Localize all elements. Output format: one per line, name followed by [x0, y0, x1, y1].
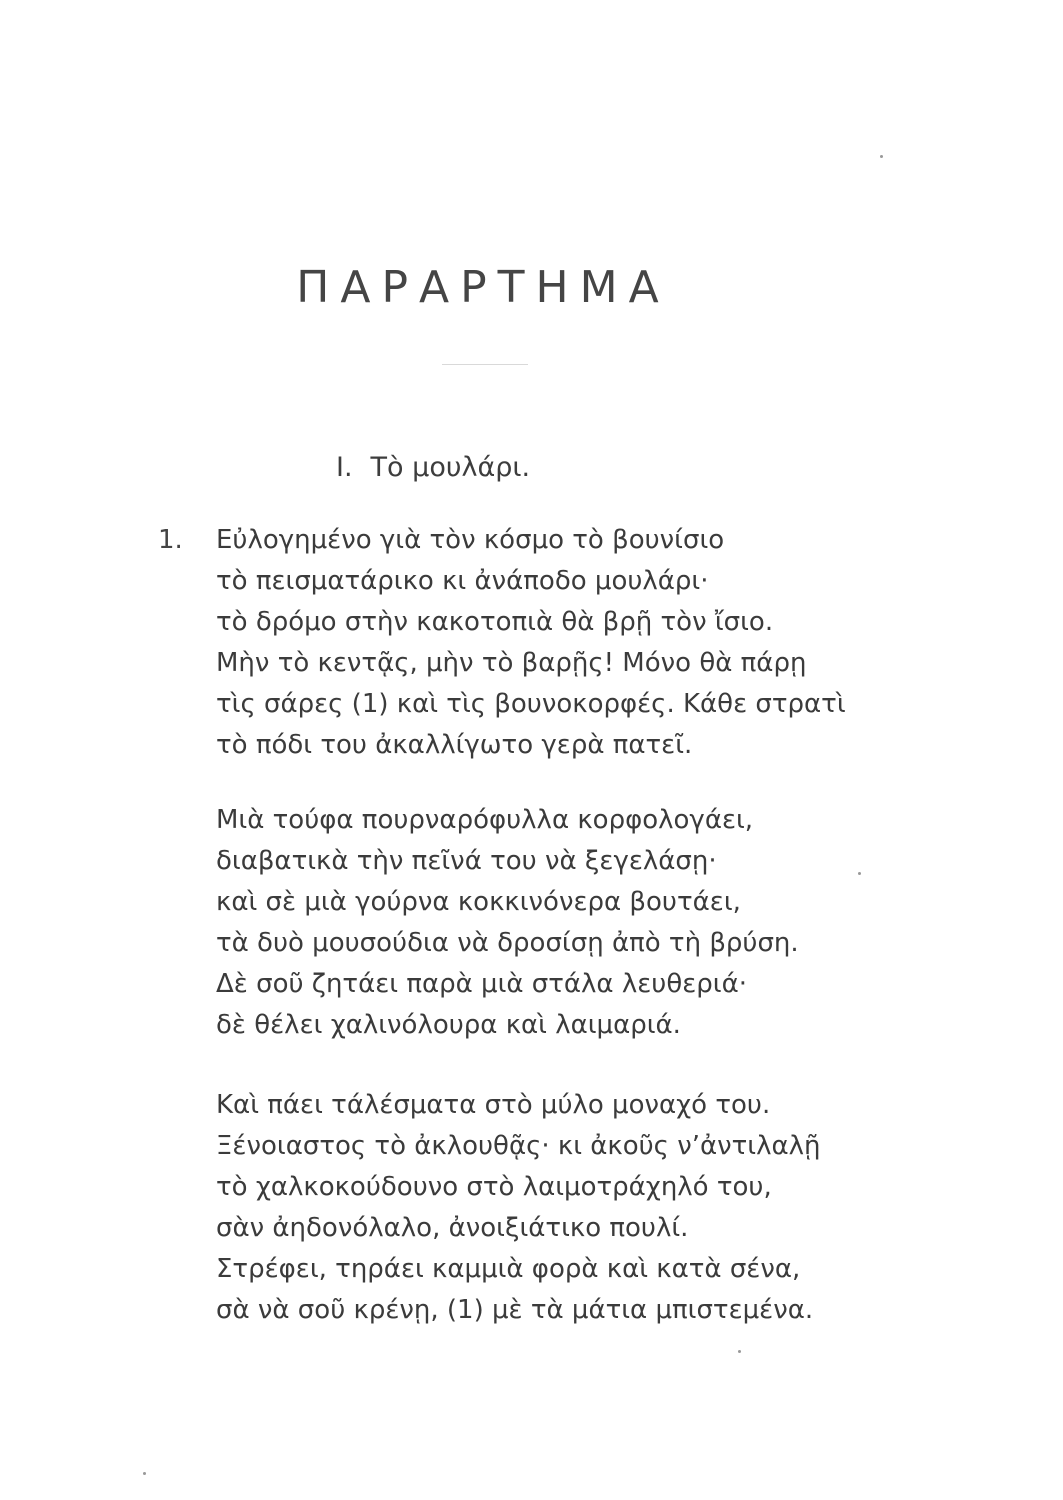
poem-line: δὲ θέλει χαλινόλουρα καὶ λαιμαριά.: [216, 1010, 681, 1040]
poem-line: τὸ πόδι του ἀκαλλίγωτο γερὰ πατεῖ.: [216, 730, 693, 760]
poem-line: τὸ χαλκοκούδουνο στὸ λαιμοτράχηλό του,: [216, 1172, 772, 1202]
section-number: I.: [336, 452, 353, 483]
stanza: [216, 520, 846, 766]
section-heading: [336, 452, 530, 483]
poem-number: 1.: [158, 525, 183, 555]
title-divider: [442, 364, 528, 365]
poem-line: Στρέφει, τηράει καμμιὰ φορὰ καὶ κατὰ σένα,: [216, 1254, 801, 1284]
stanza: [216, 1085, 821, 1331]
paper-speck: [143, 1472, 146, 1475]
section-title: Τὸ μουλάρι.: [370, 452, 531, 483]
poem-line: Δὲ σοῦ ζητάει παρὰ μιὰ στάλα λευθεριά·: [216, 969, 747, 999]
poem-line: τὸ δρόμο στὴν κακοτοπιὰ θὰ βρῇ τὸν ἴσιο.: [216, 607, 774, 637]
poem-line: τὶς σάρες (1) καὶ τὶς βουνοκορφές. Κάθε στρατὶ: [216, 689, 846, 719]
poem-line: Μὴν τὸ κεντᾷς, μὴν τὸ βαρῇς! Μόνο θὰ πάρῃ: [216, 648, 807, 678]
poem-line: διαβατικὰ τὴν πεῖνά του νὰ ξεγελάσῃ·: [216, 846, 717, 876]
paper-speck: [858, 872, 861, 875]
poem-line: Μιὰ τούφα πουρναρόφυλλα κορφολογάει,: [216, 805, 754, 835]
stanza: [216, 800, 799, 1046]
poem-line: σὰ νὰ σοῦ κρένῃ, (1) μὲ τὰ μάτια μπιστεμένα.: [216, 1295, 814, 1325]
poem-line: Εὐλογημένο γιὰ τὸν κόσμο τὸ βουνίσιο: [216, 525, 725, 555]
poem-line: Ξένοιαστος τὸ ἀκλουθᾷς· κι ἀκοῦς ν’ἀντιλαλῇ: [216, 1131, 821, 1161]
poem-line: σὰν ἀηδονόλαλο, ἀνοιξιάτικο πουλί.: [216, 1213, 689, 1243]
poem-line: τὰ δυὸ μουσούδια νὰ δροσίσῃ ἀπὸ τὴ βρύση.: [216, 928, 799, 958]
poem-line: τὸ πεισματάρικο κι ἀνάποδο μουλάρι·: [216, 566, 709, 596]
poem-line: Καὶ πάει τάλέσματα στὸ μύλο μοναχό του.: [216, 1090, 771, 1120]
poem-line: καὶ σὲ μιὰ γούρνα κοκκινόνερα βουτάει,: [216, 887, 741, 917]
appendix-title: ΠΑΡΑΡΤΗΜΑ: [296, 262, 670, 313]
paper-speck: [880, 155, 883, 158]
paper-speck: [738, 1350, 741, 1353]
